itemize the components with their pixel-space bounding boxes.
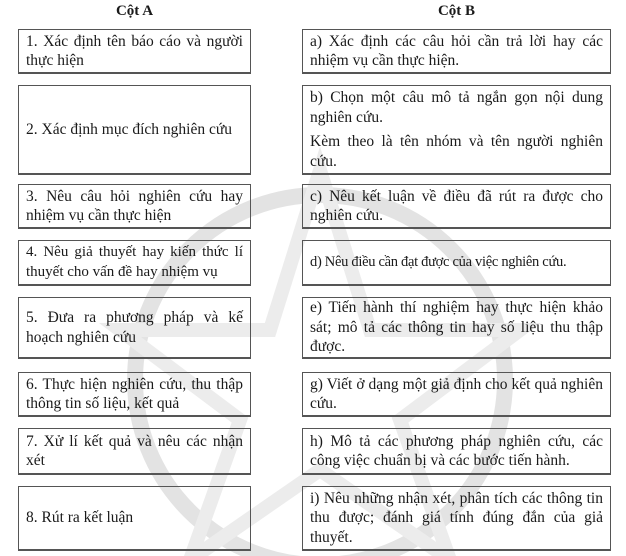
item-text: g) Viết ở dạng một giả định cho kết quả nghiên cứu.	[310, 375, 603, 412]
item-text: 6. Thực hiện nghiên cứu, thu thập thông tin số liệu, kết quả	[26, 375, 243, 412]
item-text: a) Xác định các câu hỏi cần trả lời hay các nhiệm vụ cần thực hiện.	[310, 32, 603, 69]
column-a-item-7	[18, 428, 251, 475]
column-a-item-5	[18, 297, 251, 359]
column-b-item-d	[302, 240, 611, 286]
item-text: d) Nêu điều cần đạt được của việc nghiên cứu.	[310, 253, 567, 270]
column-b-item-i	[302, 486, 611, 551]
item-text: h) Mô tả các phương pháp nghiên cứu, các công việc chuẩn bị và các bước tiến hành.	[310, 432, 603, 469]
item-text: i) Nêu những nhận xét, phân tích các thông tin thu được; đánh giá tính đúng đắn của giả thuyết.	[310, 489, 603, 546]
item-text: 2. Xác định mục đích nghiên cứu	[26, 120, 232, 138]
column-b-item-b	[302, 85, 611, 175]
column-a-item-6	[18, 372, 251, 417]
item-text: e) Tiến hành thí nghiệm hay thực hiện khảo sát; mô tả các thông tin hay số liệu thu thập được.	[310, 299, 603, 356]
column-b-header: Cột B	[437, 3, 476, 19]
column-a-item-8	[18, 486, 251, 551]
column-a-item-1	[18, 29, 251, 74]
column-a-item-4	[18, 240, 251, 286]
column-a-item-2	[18, 85, 251, 175]
column-b-item-a	[302, 29, 611, 74]
item-text: 1. Xác định tên báo cáo và người thực hiện	[26, 32, 243, 69]
item-text: 4. Nêu giả thuyết hay kiến thức lí thuyết cho vấn đề hay nhiệm vụ	[26, 244, 243, 280]
item-text-extra: Kèm theo là tên nhóm và tên người nghiên cứu.	[310, 133, 603, 170]
column-a-item-3	[18, 184, 251, 229]
column-b-item-h	[302, 428, 611, 475]
column-b-item-g	[302, 372, 611, 417]
item-text: b) Chọn một câu mô tả ngắn gọn nội dung nghiên cứu.	[310, 89, 603, 126]
column-a-header: Cột A	[115, 3, 154, 19]
item-text: 5. Đưa ra phương pháp và kế hoạch nghiên cứu	[26, 309, 243, 346]
column-b-item-c	[302, 184, 611, 229]
column-b-item-e	[302, 297, 611, 359]
item-text: c) Nêu kết luận về điều đã rút ra được cho nghiên cứu.	[310, 187, 603, 224]
item-text: 8. Rút ra kết luận	[26, 509, 134, 527]
item-text: 7. Xử lí kết quả và nêu các nhận xét	[26, 432, 243, 469]
item-text: 3. Nêu câu hỏi nghiên cứu hay nhiệm vụ cần thực hiện	[26, 187, 243, 224]
